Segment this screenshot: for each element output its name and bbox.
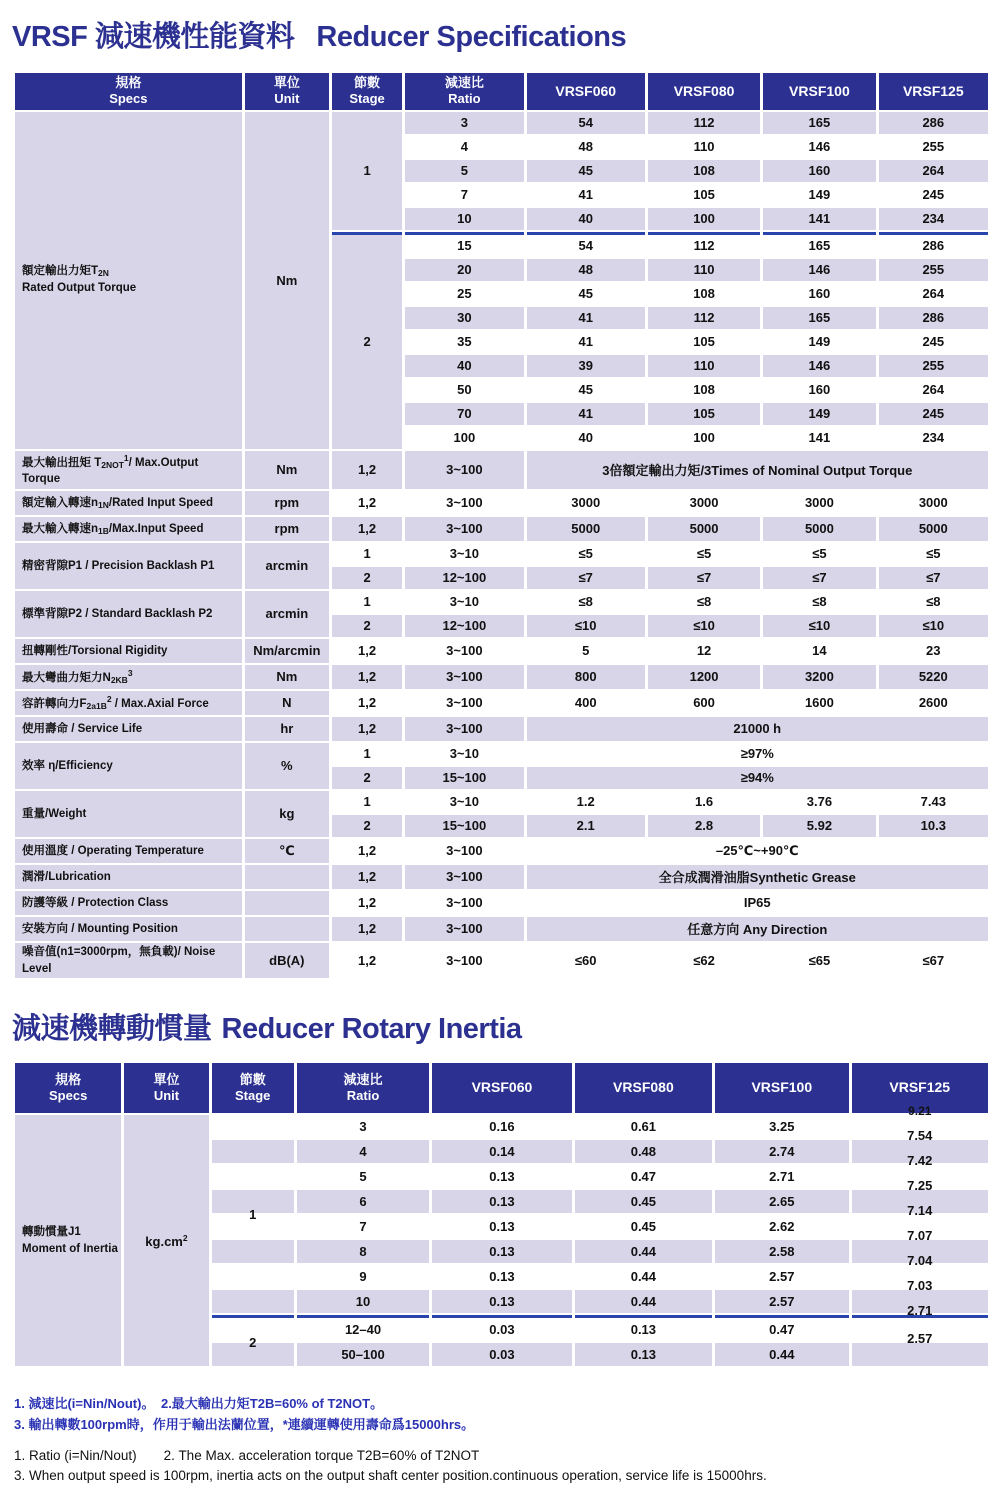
table-cell: 160	[763, 160, 875, 182]
table-cell: 2.8	[648, 815, 760, 837]
table-cell: 容許轉向力$F_{2a1B}^2$ / Max.Axial Force	[15, 691, 242, 715]
table-cell: Nm	[245, 112, 329, 449]
table-cell: 3~100	[405, 691, 523, 715]
footnotes-english	[14, 1446, 988, 1486]
table-cell: 使用壽命 / Service Life	[15, 717, 242, 741]
table-cell: ≤8	[527, 591, 645, 613]
table-cell: 1	[332, 543, 402, 565]
table-cell: 112	[648, 232, 760, 257]
table-cell: 0.13	[432, 1215, 571, 1238]
table-cell: ≤5	[763, 543, 875, 565]
table-cell: 7.42	[852, 1140, 989, 1163]
table-cell: 0.44	[575, 1290, 712, 1313]
table-cell: 2.1	[527, 815, 645, 837]
table-cell: ≤7	[527, 567, 645, 589]
table-cell: 100	[648, 208, 760, 230]
table-cell: 3000	[879, 491, 988, 515]
page-title-specifications	[12, 14, 988, 55]
table-cell: 245	[879, 403, 988, 425]
table-cell: 25	[405, 283, 523, 305]
footnote-en-line1: 1. Ratio (i=Nin/Nout) 2. The Max. acceleration torque T2B=60% of T2NOT	[14, 1447, 480, 1463]
table-cell: 5000	[527, 517, 645, 541]
table-cell: Nm	[245, 665, 329, 689]
table-cell: 1600	[763, 691, 875, 715]
table-cell: 2	[332, 232, 402, 449]
table-cell: 30	[405, 307, 523, 329]
title-spec-zh: VRSF 減速機性能資料	[12, 21, 295, 53]
table-cell: ≤8	[648, 591, 760, 613]
table-cell: 2.57	[715, 1265, 848, 1288]
table-cell: N	[245, 691, 329, 715]
table-cell: 2.71	[715, 1165, 848, 1188]
table-cell: 3200	[763, 665, 875, 689]
column-header: 規格 Specs	[15, 73, 242, 110]
table-cell: 2.71	[852, 1290, 989, 1313]
table-cell: rpm	[245, 491, 329, 515]
title-spec-en: Reducer Specifications	[316, 21, 627, 53]
footnotes	[14, 1394, 988, 1486]
table-cell: 2.58	[715, 1240, 848, 1263]
column-header: 單位 Unit	[245, 73, 329, 110]
table-cell	[245, 865, 329, 889]
column-header: VRSF080	[575, 1063, 712, 1113]
table-cell: ≤5	[879, 543, 988, 565]
table-cell: 108	[648, 160, 760, 182]
table-cell: 0.61	[575, 1115, 712, 1138]
table-cell: 234	[879, 208, 988, 230]
table-cell: 1.2	[527, 791, 645, 813]
table-cell: 160	[763, 379, 875, 401]
table-cell: 146	[763, 355, 875, 377]
table-cell: 額定輸出力矩$T_{2N}$ Rated Output Torque	[15, 112, 242, 449]
table-cell: 3~100	[405, 451, 523, 489]
table-cell: Nm/arcmin	[245, 639, 329, 663]
table-cell: 141	[763, 208, 875, 230]
table-cell: 8	[297, 1240, 429, 1263]
table-cell: 3	[405, 112, 523, 134]
table-cell: 7.54	[852, 1115, 989, 1138]
table-cell: 20	[405, 259, 523, 281]
table-cell: 40	[527, 427, 645, 449]
table-cell: 39	[527, 355, 645, 377]
table-cell: ≤10	[527, 615, 645, 637]
table-cell: 12~100	[405, 567, 523, 589]
table-cell: arcmin	[245, 543, 329, 589]
table-cell: 12–40	[297, 1315, 429, 1341]
table-cell: 40	[405, 355, 523, 377]
table-cell: 5000	[648, 517, 760, 541]
table-cell: 255	[879, 355, 988, 377]
table-cell: 10	[405, 208, 523, 230]
table-cell: dB(A)	[245, 943, 329, 978]
table-cell: 5	[527, 639, 645, 663]
table-cell: 1,2	[332, 891, 402, 915]
table-cell: 50–100	[297, 1343, 429, 1366]
table-cell: 54	[527, 112, 645, 134]
table-cell: 15	[405, 232, 523, 257]
table-cell: 1	[332, 591, 402, 613]
table-cell: 1,2	[332, 491, 402, 515]
table-cell: 0.03	[432, 1315, 571, 1341]
footnote-zh-line1: 1. 減速比(i=Nin/Nout)。 2.最大輸出力矩T2B=60% of T2NOT。	[14, 1396, 384, 1412]
table-cell: Nm	[245, 451, 329, 489]
table-cell: 1200	[648, 665, 760, 689]
table-cell: 1,2	[332, 665, 402, 689]
table-cell: 400	[527, 691, 645, 715]
table-cell: 286	[879, 307, 988, 329]
table-cell: $kg.cm^2$	[124, 1115, 208, 1366]
table-cell: 5000	[879, 517, 988, 541]
table-cell: 5	[405, 160, 523, 182]
table-cell: ≤62	[648, 943, 760, 978]
table-cell: 15~100	[405, 767, 523, 789]
table-cell: 9	[297, 1265, 429, 1288]
table-cell: 264	[879, 160, 988, 182]
table-cell: 100	[648, 427, 760, 449]
table-cell: 100	[405, 427, 523, 449]
table-cell: 2	[212, 1315, 294, 1366]
table-cell: 110	[648, 259, 760, 281]
table-cell: 0.13	[432, 1265, 571, 1288]
table-cell: 149	[763, 331, 875, 353]
table-cell: ≤7	[879, 567, 988, 589]
table-cell: 0.14	[432, 1140, 571, 1163]
table-cell: 2.57	[715, 1290, 848, 1313]
table-cell: 112	[648, 112, 760, 134]
table-cell: ≤7	[648, 567, 760, 589]
table-cell: 0.03	[432, 1343, 571, 1366]
table-cell: ≥94%	[527, 767, 988, 789]
table-cell: 7.04	[852, 1240, 989, 1263]
table-cell: 108	[648, 283, 760, 305]
table-cell: ≤10	[879, 615, 988, 637]
table-cell: 轉動慣量J1 Moment of Inertia	[15, 1115, 121, 1366]
table-cell: 255	[879, 259, 988, 281]
table-cell: 3000	[648, 491, 760, 515]
table-cell: 10.3	[879, 815, 988, 837]
table-cell: 0.13	[432, 1290, 571, 1313]
table-cell: 245	[879, 184, 988, 206]
table-cell: 3~10	[405, 591, 523, 613]
table-cell: 3000	[763, 491, 875, 515]
table-cell: 0.44	[715, 1343, 848, 1366]
table-cell: 7.14	[852, 1190, 989, 1213]
column-header: VRSF080	[648, 73, 760, 110]
column-header: 減速比 Ratio	[405, 73, 523, 110]
table-cell: 2.74	[715, 1140, 848, 1163]
table-cell: 41	[527, 331, 645, 353]
table-cell: hr	[245, 717, 329, 741]
page-title-inertia	[12, 1006, 988, 1047]
table-cell	[852, 1343, 989, 1366]
table-cell: 1,2	[332, 451, 402, 489]
table-cell: 潤滑/Lubrication	[15, 865, 242, 889]
table-cell: 1,2	[332, 639, 402, 663]
table-cell: ≤8	[763, 591, 875, 613]
table-cell: 3.76	[763, 791, 875, 813]
table-cell: 15~100	[405, 815, 523, 837]
table-cell: ≤67	[879, 943, 988, 978]
column-header: VRSF100	[763, 73, 875, 110]
table-cell: 146	[763, 259, 875, 281]
title-inertia-en: Reducer Rotary Inertia	[221, 1013, 522, 1046]
table-cell: 14	[763, 639, 875, 663]
table-cell: 0.13	[432, 1190, 571, 1213]
table-cell: 3~100	[405, 491, 523, 515]
table-cell: 10	[297, 1290, 429, 1313]
table-cell: 5220	[879, 665, 988, 689]
table-cell: –25℃~+90℃	[527, 839, 988, 863]
table-cell: 141	[763, 427, 875, 449]
table-cell: 45	[527, 283, 645, 305]
table-cell: 重量/Weight	[15, 791, 242, 837]
table-cell: 286	[879, 112, 988, 134]
column-header: VRSF125 9.21	[852, 1063, 989, 1113]
table-cell: 2	[332, 767, 402, 789]
table-cell: ≤10	[648, 615, 760, 637]
table-cell: 45	[527, 160, 645, 182]
table-cell: 1	[332, 791, 402, 813]
column-header: VRSF125	[879, 73, 988, 110]
table-cell: 1,2	[332, 517, 402, 541]
table-cell: 41	[527, 307, 645, 329]
table-cell: ≤5	[527, 543, 645, 565]
table-cell: 23	[879, 639, 988, 663]
table-cell: 105	[648, 331, 760, 353]
table-cell: ℃	[245, 839, 329, 863]
table-cell: 防護等級 / Protection Class	[15, 891, 242, 915]
table-cell: 3~100	[405, 839, 523, 863]
table-cell: 45	[527, 379, 645, 401]
table-cell: 35	[405, 331, 523, 353]
table-cell: 4	[297, 1140, 429, 1163]
table-cell: 0.13	[575, 1315, 712, 1341]
table-cell	[245, 917, 329, 941]
table-cell: 1,2	[332, 839, 402, 863]
table-cell: 0.16	[432, 1115, 571, 1138]
rotary-inertia-table	[12, 1061, 991, 1368]
table-cell: 1.6	[648, 791, 760, 813]
table-cell: 噪音值(n1=3000rpm，無負載)/ Noise Level	[15, 943, 242, 978]
table-cell: 48	[527, 136, 645, 158]
table-cell: %	[245, 743, 329, 789]
table-cell: 149	[763, 184, 875, 206]
footnote-zh-line2: 3. 輸出轉數100rpm時，作用于輸出法蘭位置，*連續運轉使用壽命爲15000hrs。	[14, 1416, 475, 1432]
table-cell: 165	[763, 112, 875, 134]
table-cell: 2	[332, 567, 402, 589]
table-cell: rpm	[245, 517, 329, 541]
table-cell: 標準背隙P2 / Standard Backlash P2	[15, 591, 242, 637]
table-cell: 165	[763, 307, 875, 329]
table-cell: 40	[527, 208, 645, 230]
table-cell: 600	[648, 691, 760, 715]
column-header: VRSF060	[432, 1063, 571, 1113]
table-cell: 255	[879, 136, 988, 158]
column-header: VRSF060	[527, 73, 645, 110]
table-cell: 110	[648, 355, 760, 377]
table-cell: 0.45	[575, 1215, 712, 1238]
table-cell: ≤7	[763, 567, 875, 589]
column-header: 節數 Stage	[332, 73, 402, 110]
table-cell: 234	[879, 427, 988, 449]
reducer-specifications-table	[12, 71, 991, 980]
table-cell: 112	[648, 307, 760, 329]
column-header: 規格 Specs	[15, 1063, 121, 1113]
column-header: VRSF100	[715, 1063, 848, 1113]
table-cell: 1,2	[332, 865, 402, 889]
table-cell: 7.07	[852, 1215, 989, 1238]
table-cell: ≤60	[527, 943, 645, 978]
table-cell: 2.62	[715, 1215, 848, 1238]
table-cell: 21000 h	[527, 717, 988, 741]
table-cell: 3~100	[405, 665, 523, 689]
table-cell: 3~100	[405, 639, 523, 663]
table-cell: kg	[245, 791, 329, 837]
table-cell: 精密背隙P1 / Precision Backlash P1	[15, 543, 242, 589]
table-cell: 使用溫度 / Operating Temperature	[15, 839, 242, 863]
table-cell: 7.25	[852, 1165, 989, 1188]
table-cell: 0.44	[575, 1265, 712, 1288]
table-cell: 0.45	[575, 1190, 712, 1213]
table-cell: 3	[297, 1115, 429, 1138]
table-cell: 70	[405, 403, 523, 425]
table-cell: 7.03	[852, 1265, 989, 1288]
table-cell: 264	[879, 283, 988, 305]
table-cell: 165	[763, 232, 875, 257]
table-cell: 2.57	[852, 1315, 989, 1341]
table-cell: 1,2	[332, 717, 402, 741]
table-cell: 5000	[763, 517, 875, 541]
table-cell: 3~100	[405, 517, 523, 541]
table-cell: 效率 η/Efficiency	[15, 743, 242, 789]
table-cell: 7.43	[879, 791, 988, 813]
table-cell: 3000	[527, 491, 645, 515]
table-cell: 1,2	[332, 917, 402, 941]
table-cell: 6	[297, 1190, 429, 1213]
column-header: 單位 Unit	[124, 1063, 208, 1113]
table-cell: 7	[297, 1215, 429, 1238]
table-cell: 0.47	[575, 1165, 712, 1188]
table-cell: 3~10	[405, 543, 523, 565]
table-cell: 最大輸出扭矩 $T_{2NOT}^1/$ Max.Output Torque	[15, 451, 242, 489]
table-cell: 3~100	[405, 891, 523, 915]
table-cell: 146	[763, 136, 875, 158]
table-cell: 105	[648, 184, 760, 206]
table-cell: 4	[405, 136, 523, 158]
table-cell: 2600	[879, 691, 988, 715]
table-cell: 3~10	[405, 791, 523, 813]
table-cell: 264	[879, 379, 988, 401]
table-cell: 50	[405, 379, 523, 401]
footnotes-chinese	[14, 1394, 988, 1436]
table-cell: 2	[332, 615, 402, 637]
table-cell: 5	[297, 1165, 429, 1188]
table-cell: 3~10	[405, 743, 523, 765]
table-cell: 149	[763, 403, 875, 425]
table-cell: 3~100	[405, 917, 523, 941]
column-header: 減速比 Ratio	[297, 1063, 429, 1113]
table-cell: 3~100	[405, 865, 523, 889]
table-cell: 最大輸入轉速$n_{1B}/Max.Input$ Speed	[15, 517, 242, 541]
table-cell: ≤5	[648, 543, 760, 565]
table-cell: 1	[332, 112, 402, 230]
table-cell: 3~100	[405, 717, 523, 741]
table-cell: 54	[527, 232, 645, 257]
table-cell: 0.48	[575, 1140, 712, 1163]
table-cell: 最大彎曲力矩力$N_{2KB}^3$	[15, 665, 242, 689]
table-cell: 3倍額定輸出力矩/3Times of Nominal Output Torque	[527, 451, 988, 489]
table-cell: 41	[527, 403, 645, 425]
footnote-en-line2: 3. When output speed is 100rpm, inertia acts on the output shaft center position.continuous operation, service life is 15000hrs.	[14, 1468, 767, 1484]
table-cell: 7	[405, 184, 523, 206]
table-cell: 0.13	[575, 1343, 712, 1366]
table-cell: 1,2	[332, 943, 402, 978]
table-cell: 3~100	[405, 943, 523, 978]
table-cell: 286	[879, 232, 988, 257]
table-cell: 安裝方向 / Mounting Position	[15, 917, 242, 941]
table-cell: 48	[527, 259, 645, 281]
column-header: 節數 Stage	[212, 1063, 294, 1113]
table-cell: 1,2	[332, 691, 402, 715]
table-cell: 1	[332, 743, 402, 765]
table-cell: 全合成潤滑油脂Synthetic Grease	[527, 865, 988, 889]
table-cell: 0.47	[715, 1315, 848, 1341]
stray-value: 9.21	[908, 1104, 932, 1119]
table-cell: 108	[648, 379, 760, 401]
table-cell: 任意方向 Any Direction	[527, 917, 988, 941]
table-cell: 12~100	[405, 615, 523, 637]
table-cell: IP65	[527, 891, 988, 915]
table-cell: 0.13	[432, 1240, 571, 1263]
table-cell	[245, 891, 329, 915]
table-cell: ≤8	[879, 591, 988, 613]
table-cell: 5.92	[763, 815, 875, 837]
table-cell: ≥97%	[527, 743, 988, 765]
table-cell: 2	[332, 815, 402, 837]
table-cell: 160	[763, 283, 875, 305]
table-cell: 110	[648, 136, 760, 158]
table-cell: 245	[879, 331, 988, 353]
table-cell: 800	[527, 665, 645, 689]
table-cell: 1	[212, 1115, 294, 1313]
table-cell: 105	[648, 403, 760, 425]
table-cell: 額定輸入轉速$n_{1N}$/Rated Input Speed	[15, 491, 242, 515]
table-cell: ≤65	[763, 943, 875, 978]
table-cell: 3.25	[715, 1115, 848, 1138]
table-cell: 0.13	[432, 1165, 571, 1188]
table-cell: 41	[527, 184, 645, 206]
table-cell: 扭轉剛性/Torsional Rigidity	[15, 639, 242, 663]
title-inertia-zh: 減速機轉動慣量	[12, 1013, 212, 1046]
table-cell: arcmin	[245, 591, 329, 637]
table-cell: 2.65	[715, 1190, 848, 1213]
table-cell: ≤10	[763, 615, 875, 637]
table-cell: 0.44	[575, 1240, 712, 1263]
table-cell: 12	[648, 639, 760, 663]
